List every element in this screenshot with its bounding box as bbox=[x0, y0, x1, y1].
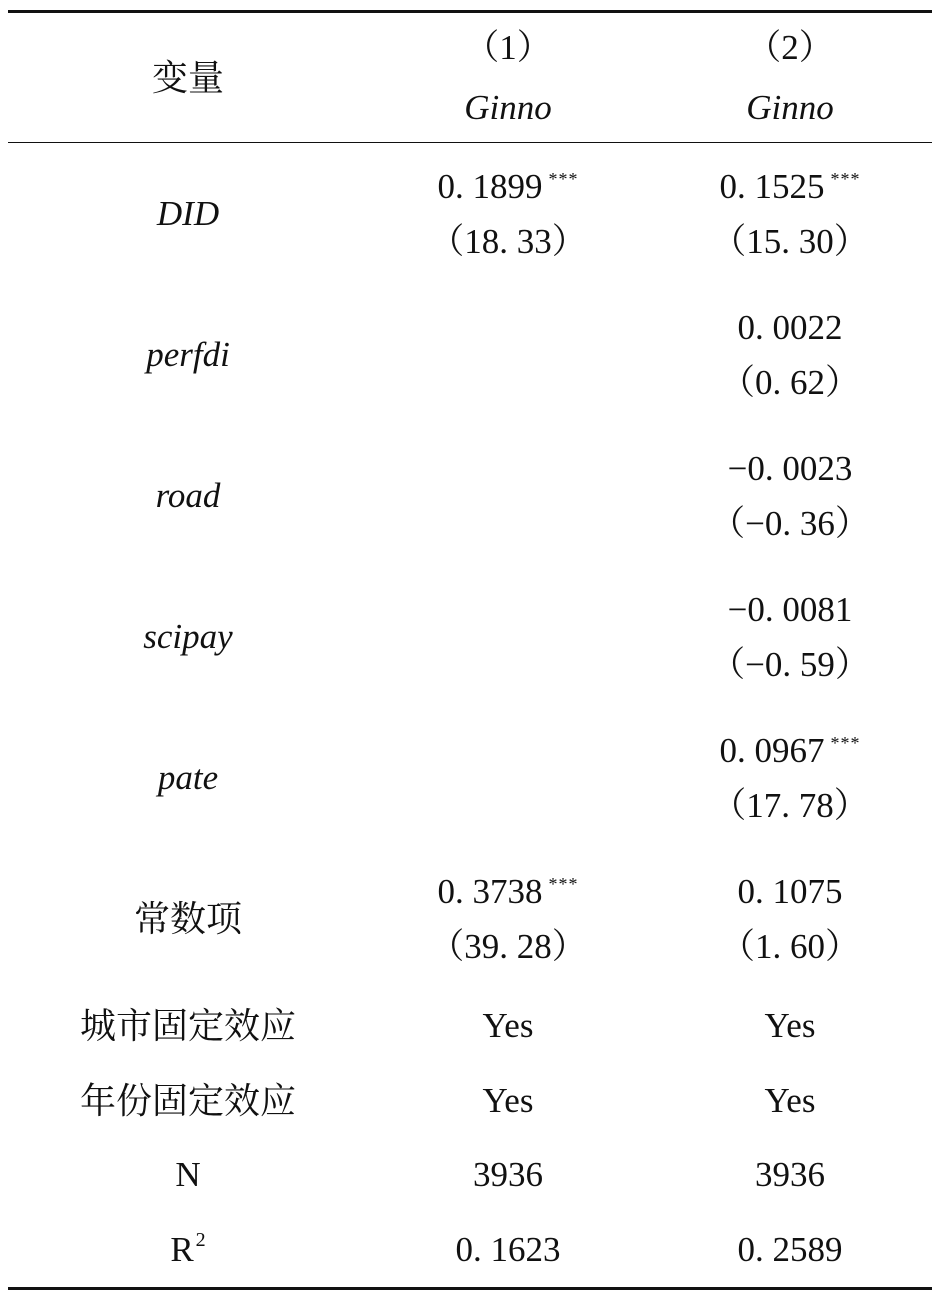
row-did bbox=[8, 143, 932, 284]
fixed-effect-value: Yes bbox=[764, 1006, 816, 1046]
row-label: 常数项 bbox=[133, 898, 242, 939]
t-statistic: （−0. 59） bbox=[710, 644, 870, 684]
row-scipay bbox=[8, 566, 932, 707]
row-label-cell bbox=[8, 707, 368, 848]
coefficient: 0. 0967 bbox=[719, 730, 825, 770]
row-city-fixed-effects bbox=[8, 989, 932, 1064]
dependent-variable: Ginno bbox=[464, 87, 552, 127]
col1-cell-empty bbox=[368, 707, 648, 848]
col2-cell bbox=[648, 1064, 932, 1139]
t-statistic: （18. 33） bbox=[429, 221, 587, 261]
row-label-cell bbox=[8, 284, 368, 425]
r-letter: R bbox=[170, 1229, 194, 1269]
row-label: perfdi bbox=[146, 334, 230, 374]
coefficient: 0. 1899 bbox=[437, 166, 543, 206]
col1-cell bbox=[368, 848, 648, 989]
fixed-effect-value: Yes bbox=[764, 1080, 816, 1120]
coefficient: 0. 1525 bbox=[719, 166, 825, 206]
coefficient-line bbox=[438, 159, 579, 214]
t-statistic: （−0. 36） bbox=[710, 503, 870, 543]
coefficient: −0. 0081 bbox=[727, 589, 853, 629]
table-header bbox=[8, 13, 932, 143]
row-observations bbox=[8, 1138, 932, 1213]
col1-cell bbox=[368, 1213, 648, 1288]
row-label: 年份固定效应 bbox=[79, 1080, 296, 1121]
row-label-cell bbox=[8, 566, 368, 707]
t-statistic: （1. 60） bbox=[719, 926, 860, 966]
fixed-effect-value: Yes bbox=[482, 1006, 534, 1046]
col1-cell-empty bbox=[368, 425, 648, 566]
col2-cell bbox=[648, 848, 932, 989]
coefficient: 0. 3738 bbox=[437, 871, 543, 911]
header-col1-cell bbox=[368, 13, 648, 142]
t-statistic: （17. 78） bbox=[711, 785, 869, 825]
fixed-effect-value: Yes bbox=[482, 1080, 534, 1120]
row-label-cell bbox=[8, 1064, 368, 1139]
coefficient-line bbox=[720, 723, 861, 778]
col1-cell bbox=[368, 143, 648, 284]
t-statistic: （39. 28） bbox=[429, 926, 587, 966]
col2-cell bbox=[648, 1213, 932, 1288]
coefficient: −0. 0023 bbox=[727, 448, 853, 488]
row-label: 城市固定效应 bbox=[79, 1006, 296, 1047]
row-r-squared bbox=[8, 1213, 932, 1288]
significance-stars: *** bbox=[548, 168, 579, 189]
significance-stars: *** bbox=[830, 168, 861, 189]
col2-cell bbox=[648, 989, 932, 1064]
col1-cell-empty bbox=[368, 566, 648, 707]
header-variable-cell bbox=[8, 13, 368, 142]
row-constant bbox=[8, 848, 932, 989]
row-pate bbox=[8, 707, 932, 848]
row-label-cell bbox=[8, 425, 368, 566]
t-statistic: （15. 30） bbox=[711, 221, 869, 261]
significance-stars: *** bbox=[830, 732, 861, 753]
row-label-cell bbox=[8, 1213, 368, 1288]
row-label-cell bbox=[8, 989, 368, 1064]
row-label-cell bbox=[8, 143, 368, 284]
t-statistic: （0. 62） bbox=[719, 362, 860, 402]
row-perfdi bbox=[8, 284, 932, 425]
coefficient-line bbox=[438, 864, 579, 919]
row-road bbox=[8, 425, 932, 566]
col2-cell bbox=[648, 143, 932, 284]
row-label: pate bbox=[157, 757, 219, 797]
row-label: N bbox=[175, 1155, 201, 1195]
coefficient: 0. 0022 bbox=[737, 307, 843, 347]
coefficient: 0. 1075 bbox=[737, 871, 843, 911]
dependent-variable: Ginno bbox=[746, 87, 834, 127]
coefficient-line bbox=[720, 159, 861, 214]
row-label: scipay bbox=[143, 616, 233, 656]
col2-cell bbox=[648, 707, 932, 848]
row-label: DID bbox=[156, 193, 220, 233]
r-squared-value: 0. 1623 bbox=[455, 1229, 561, 1269]
row-year-fixed-effects bbox=[8, 1064, 932, 1139]
col1-cell-empty bbox=[368, 284, 648, 425]
header-col2-cell bbox=[648, 13, 932, 142]
column-number: （1） bbox=[464, 27, 552, 67]
row-label bbox=[170, 1228, 205, 1272]
significance-stars: *** bbox=[548, 873, 579, 894]
col1-cell bbox=[368, 1064, 648, 1139]
col2-cell bbox=[648, 284, 932, 425]
column-number: （2） bbox=[746, 27, 834, 67]
col1-cell bbox=[368, 989, 648, 1064]
row-label: road bbox=[155, 475, 221, 515]
regression-table bbox=[8, 10, 932, 1290]
observation-count: 3936 bbox=[755, 1155, 825, 1195]
variable-header: 变量 bbox=[151, 57, 224, 98]
col1-cell bbox=[368, 1138, 648, 1213]
row-label-cell bbox=[8, 1138, 368, 1213]
r-squared-value: 0. 2589 bbox=[737, 1229, 843, 1269]
col2-cell bbox=[648, 425, 932, 566]
row-label-cell bbox=[8, 848, 368, 989]
col2-cell bbox=[648, 566, 932, 707]
observation-count: 3936 bbox=[473, 1155, 543, 1195]
squared-superscript: 2 bbox=[195, 1228, 206, 1251]
col2-cell bbox=[648, 1138, 932, 1213]
